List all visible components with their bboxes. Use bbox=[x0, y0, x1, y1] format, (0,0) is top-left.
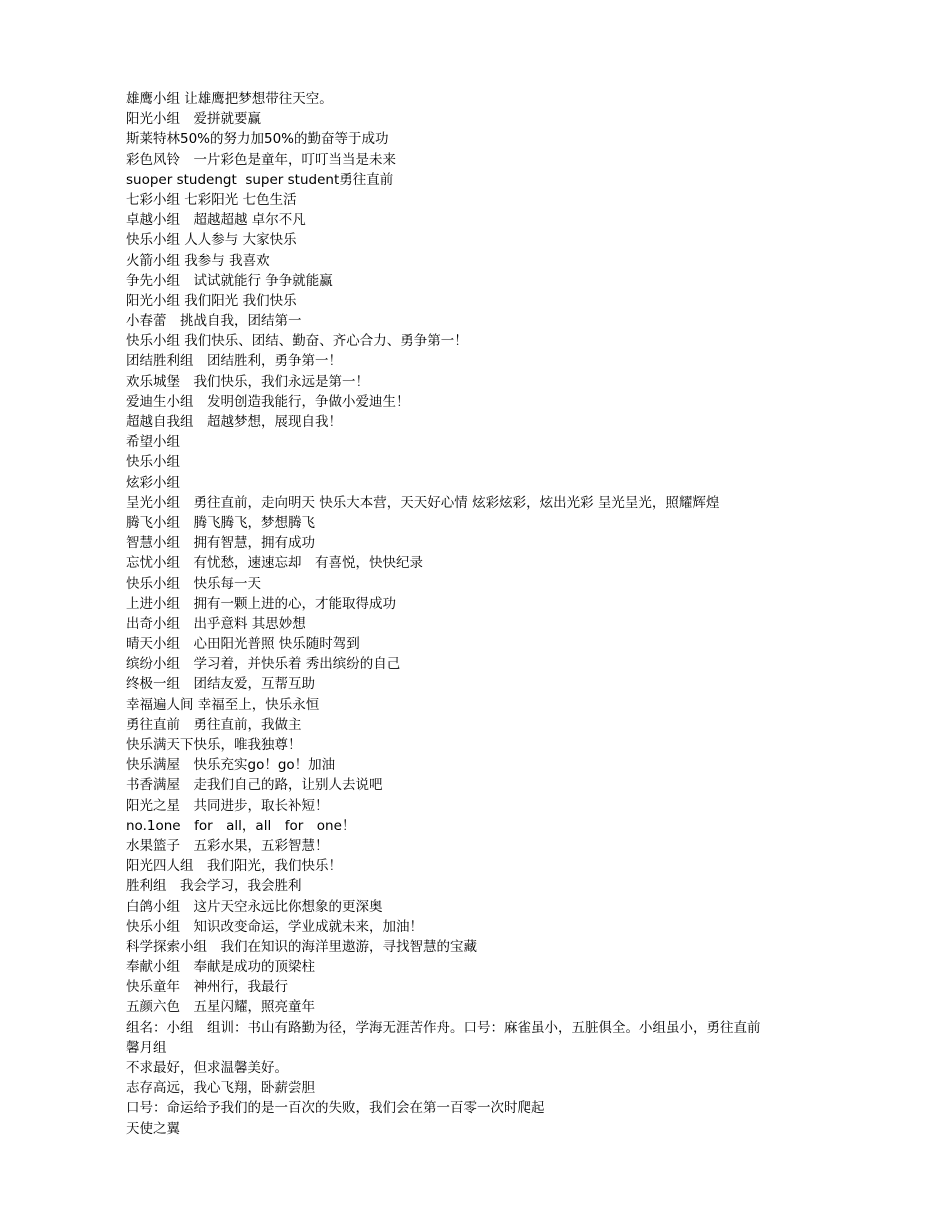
text-line: 阳光小组 爱拼就要赢 bbox=[126, 111, 261, 128]
text-line: 阳光小组 我们阳光 我们快乐 bbox=[126, 292, 297, 309]
text-line: 快乐小组 bbox=[126, 454, 180, 471]
text-line: 七彩小组 七彩阳光 七色生活 bbox=[126, 191, 297, 208]
text-line: 勇往直前 勇往直前，我做主 bbox=[126, 716, 302, 733]
text-line: 水果篮子 五彩水果，五彩智慧！ bbox=[126, 837, 329, 854]
text-line: 爱迪生小组 发明创造我能行，争做小爱迪生！ bbox=[126, 393, 410, 410]
text-line: 天使之翼 bbox=[126, 1120, 180, 1137]
text-line: 胜利组 我会学习，我会胜利 bbox=[126, 878, 302, 895]
text-line: no.1one for all，all for one！ bbox=[126, 817, 356, 834]
text-line: 智慧小组 拥有智慧，拥有成功 bbox=[126, 535, 315, 552]
text-line: 终极一组 团结友爱，互帮互助 bbox=[126, 676, 315, 693]
text-line: 晴天小组 心田阳光普照 快乐随时驾到 bbox=[126, 636, 360, 653]
text-line: 口号：命运给予我们的是一百次的失败，我们会在第一百零一次时爬起 bbox=[126, 1100, 545, 1117]
text-line: 五颜六色 五星闪耀，照亮童年 bbox=[126, 999, 315, 1016]
text-line: 快乐满屋 快乐充实go！go！加油 bbox=[126, 757, 336, 774]
text-line: 科学探索小组 我们在知识的海洋里遨游，寻找智慧的宝藏 bbox=[126, 938, 477, 955]
text-line: 忘忧小组 有忧愁，速速忘却 有喜悦，快快纪录 bbox=[126, 555, 423, 572]
text-line: 组名：小组 组训：书山有路勤为径，学海无涯苦作舟。口号：麻雀虽小，五脏俱全。小组虽小，勇往直前 bbox=[126, 1019, 761, 1036]
text-line: 快乐小组 我们快乐、团结、勤奋、齐心合力、勇争第一！ bbox=[126, 333, 468, 350]
text-line: suoper studengt super student勇往直前 bbox=[126, 171, 394, 188]
text-line: 快乐童年 神州行，我最行 bbox=[126, 979, 288, 996]
text-line: 火箭小组 我参与 我喜欢 bbox=[126, 252, 270, 269]
text-line: 阳光四人组 我们阳光，我们快乐！ bbox=[126, 858, 342, 875]
text-line: 上进小组 拥有一颗上进的心，才能取得成功 bbox=[126, 595, 396, 612]
text-line: 快乐小组 快乐每一天 bbox=[126, 575, 261, 592]
text-line: 快乐小组 知识改变命运，学业成就未来，加油！ bbox=[126, 918, 423, 935]
text-line: 欢乐城堡 我们快乐，我们永远是第一！ bbox=[126, 373, 369, 390]
text-line: 斯莱特林50%的努力加50%的勤奋等于成功 bbox=[126, 131, 389, 148]
text-line: 雄鹰小组 让雄鹰把梦想带往天空。 bbox=[126, 91, 333, 107]
text-line: 快乐小组 人人参与 大家快乐 bbox=[126, 232, 297, 249]
text-line: 出奇小组 出乎意料 其思妙想 bbox=[126, 615, 306, 632]
text-line: 快乐满天下快乐，唯我独尊！ bbox=[126, 737, 302, 753]
text-line: 小春蕾 挑战自我，团结第一 bbox=[126, 313, 302, 330]
text-line: 阳光之星 共同进步，取长补短！ bbox=[126, 797, 329, 814]
text-line: 书香满屋 走我们自己的路，让别人去说吧 bbox=[126, 777, 383, 794]
text-line: 争先小组 试试就能行 争争就能赢 bbox=[126, 272, 333, 289]
text-line: 奉献小组 奉献是成功的顶梁柱 bbox=[126, 959, 315, 976]
text-line: 希望小组 bbox=[126, 434, 180, 451]
text-line: 白鸽小组 这片天空永远比你想象的更深奥 bbox=[126, 898, 383, 915]
text-line: 腾飞小组 腾飞腾飞，梦想腾飞 bbox=[126, 514, 315, 531]
text-line: 缤纷小组 学习着，并快乐着 秀出缤纷的自己 bbox=[126, 656, 401, 673]
document-body bbox=[126, 89, 886, 1139]
text-line: 不求最好，但求温馨美好。 bbox=[126, 1060, 288, 1076]
text-line: 卓越小组 超越超越 卓尔不凡 bbox=[126, 212, 306, 229]
text-line: 呈光小组 勇往直前，走向明天 快乐大本营，天天好心情 炫彩炫彩，炫出光彩 呈光呈光，照耀辉煌 bbox=[126, 494, 720, 511]
text-line: 馨月组 bbox=[126, 1039, 167, 1056]
text-line: 彩色风铃 一片彩色是童年，叮叮当当是未来 bbox=[126, 151, 396, 168]
text-line: 志存高远，我心飞翔，卧薪尝胆 bbox=[126, 1080, 315, 1097]
text-line: 幸福遍人间 幸福至上，快乐永恒 bbox=[126, 696, 320, 713]
text-line: 超越自我组 超越梦想，展现自我！ bbox=[126, 414, 342, 430]
text-line: 炫彩小组 bbox=[126, 474, 180, 491]
text-line: 团结胜利组 团结胜利，勇争第一！ bbox=[126, 353, 342, 370]
